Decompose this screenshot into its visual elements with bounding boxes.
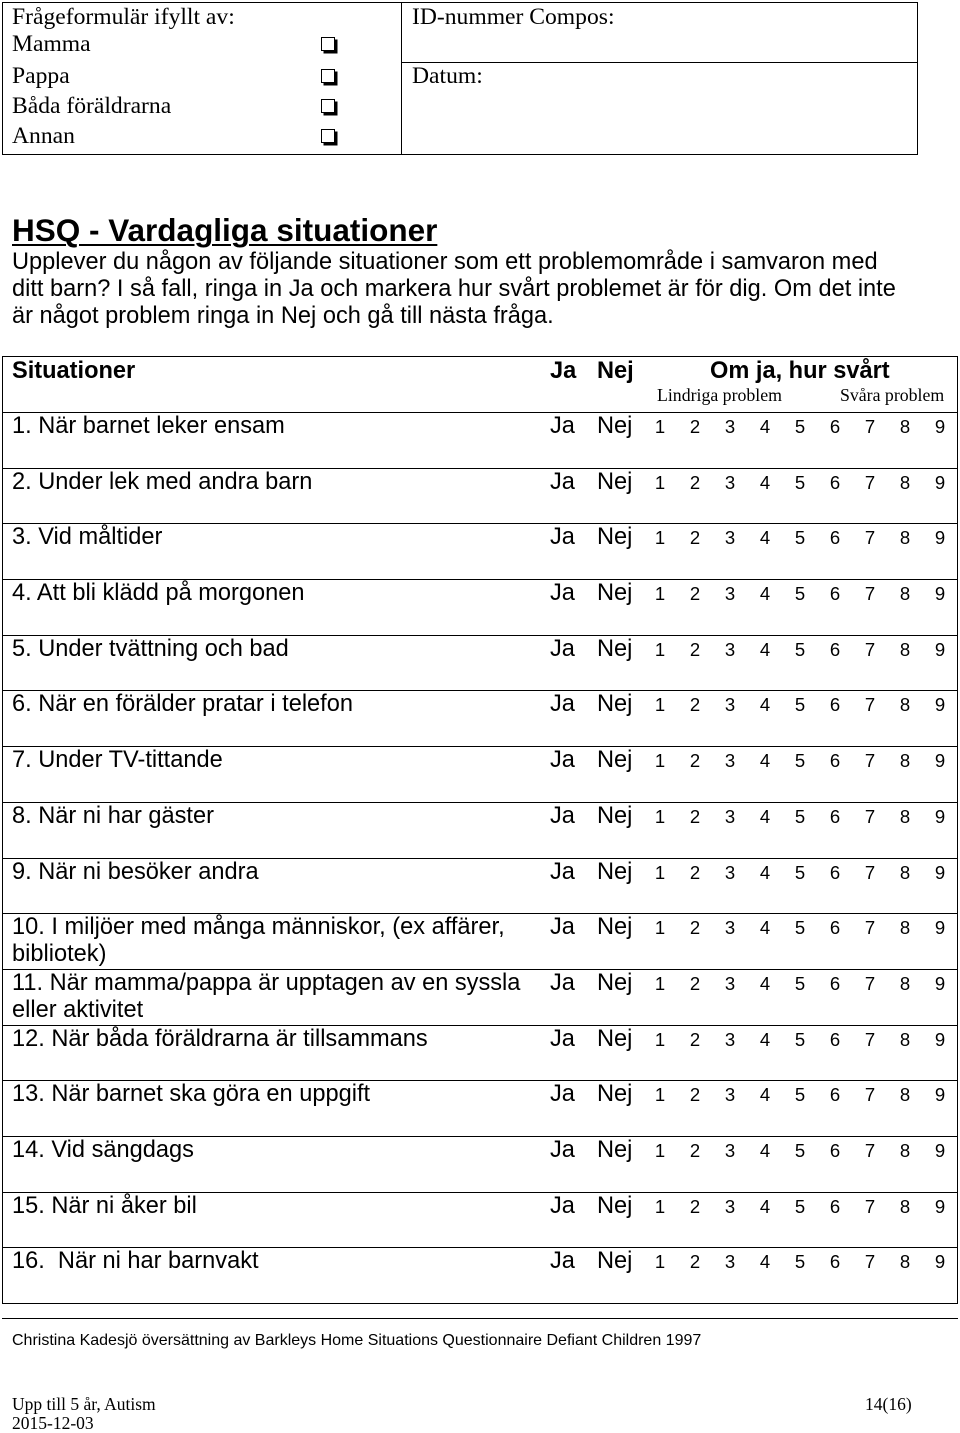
answer-no-option[interactable]: Nej	[597, 691, 633, 718]
severity-option-3[interactable]: 3	[724, 917, 736, 939]
severity-option-4[interactable]: 4	[759, 861, 771, 883]
severity-option-6[interactable]: 6	[829, 972, 841, 994]
severity-option-7[interactable]: 7	[864, 471, 876, 493]
severity-option-3[interactable]: 3	[724, 638, 736, 660]
answer-no-option[interactable]: Nej	[597, 580, 633, 607]
situation-label: 3. Vid måltider	[12, 524, 163, 551]
severity-option-9[interactable]: 9	[934, 861, 946, 883]
severity-option-2[interactable]: 2	[689, 1139, 701, 1161]
severity-option-6[interactable]: 6	[829, 805, 841, 827]
intro-line: ditt barn? I så fall, ringa in Ja och markera hur svårt problemet är för dig. Om det inte	[12, 276, 896, 302]
situation-label: 1. När barnet leker ensam	[12, 413, 285, 439]
severity-option-2[interactable]: 2	[689, 805, 701, 827]
answer-yes-option[interactable]: Ja	[550, 969, 575, 996]
intro-line: Upplever du någon av följande situationer som ett problemområde i samvaron med	[12, 249, 878, 275]
severity-option-2[interactable]: 2	[689, 972, 701, 994]
footer-date: 2015-12-03	[12, 1413, 94, 1433]
credit-line: Christina Kadesjö översättning av Barkleys Home Situations Questionnaire Defiant Children 1997	[12, 1332, 702, 1349]
severity-option-4[interactable]: 4	[759, 1195, 771, 1217]
answer-no-option[interactable]: Nej	[597, 914, 633, 941]
severity-option-3[interactable]: 3	[724, 972, 736, 994]
severity-option-1[interactable]: 1	[654, 1028, 666, 1050]
severity-option-1[interactable]: 1	[654, 972, 666, 994]
severity-option-7[interactable]: 7	[864, 972, 876, 994]
header-severity: Om ja, hur svårt	[710, 358, 890, 384]
checkbox-father[interactable]	[321, 69, 335, 83]
severity-option-8[interactable]: 8	[899, 694, 911, 716]
severity-option-9[interactable]: 9	[934, 917, 946, 939]
severity-option-9[interactable]: 9	[934, 416, 946, 437]
form-title: HSQ - Vardagliga situationer	[12, 212, 438, 248]
severity-option-3[interactable]: 3	[724, 1139, 736, 1161]
answer-no-option[interactable]: Nej	[597, 1248, 633, 1275]
severity-option-9[interactable]: 9	[934, 1139, 946, 1161]
situation-label: 10. I miljöer med många människor, (ex affärer, bibliotek)	[12, 914, 512, 968]
severity-option-5[interactable]: 5	[794, 917, 806, 939]
severity-option-7[interactable]: 7	[864, 1195, 876, 1217]
severity-option-4[interactable]: 4	[759, 638, 771, 660]
severity-option-8[interactable]: 8	[899, 750, 911, 772]
answer-no-option[interactable]: Nej	[597, 858, 633, 885]
severity-option-9[interactable]: 9	[934, 1251, 946, 1273]
severity-option-5[interactable]: 5	[794, 1139, 806, 1161]
severity-option-6[interactable]: 6	[829, 861, 841, 883]
intro-line: är något problem ringa in Nej och gå till nästa fråga.	[12, 303, 554, 329]
situation-row	[3, 746, 957, 802]
severity-option-5[interactable]: 5	[794, 471, 806, 493]
answer-no-option[interactable]: Nej	[597, 468, 633, 495]
situation-row	[3, 413, 957, 468]
severity-option-2[interactable]: 2	[689, 750, 701, 772]
severity-option-8[interactable]: 8	[899, 1195, 911, 1217]
severity-option-8[interactable]: 8	[899, 1028, 911, 1050]
situation-label: 13. När barnet ska göra en uppgift	[12, 1081, 371, 1108]
header-scale-high: Svåra problem	[840, 385, 945, 405]
situation-label: 9. När ni besöker andra	[12, 858, 259, 885]
severity-option-6[interactable]: 6	[829, 694, 841, 716]
situation-label: 12. När båda föräldrarna är tillsammans	[12, 1025, 428, 1052]
severity-option-9[interactable]: 9	[934, 750, 946, 772]
answer-no-option[interactable]: Nej	[597, 524, 633, 551]
severity-option-1[interactable]: 1	[654, 917, 666, 939]
severity-option-2[interactable]: 2	[689, 638, 701, 660]
severity-option-3[interactable]: 3	[724, 1251, 736, 1273]
answer-yes-option[interactable]: Ja	[550, 802, 575, 829]
situation-row	[3, 1247, 957, 1303]
situation-row	[3, 913, 957, 969]
checkbox-both-parents[interactable]	[321, 99, 335, 113]
severity-option-5[interactable]: 5	[794, 861, 806, 883]
severity-option-8[interactable]: 8	[899, 638, 911, 660]
severity-option-9[interactable]: 9	[934, 1084, 946, 1106]
severity-option-5[interactable]: 5	[794, 583, 806, 605]
severity-option-6[interactable]: 6	[829, 1251, 841, 1273]
severity-option-9[interactable]: 9	[934, 638, 946, 660]
severity-option-8[interactable]: 8	[899, 805, 911, 827]
severity-option-8[interactable]: 8	[899, 1139, 911, 1161]
footer-page-number: 14(16)	[865, 1394, 912, 1414]
severity-option-8[interactable]: 8	[899, 583, 911, 605]
table-header	[3, 357, 957, 413]
severity-option-9[interactable]: 9	[934, 1195, 946, 1217]
answer-no-option[interactable]: Nej	[597, 1192, 633, 1219]
severity-option-4[interactable]: 4	[759, 1028, 771, 1050]
answer-yes-option[interactable]: Ja	[550, 1248, 575, 1275]
severity-option-2[interactable]: 2	[689, 694, 701, 716]
answer-no-option[interactable]: Nej	[597, 1081, 633, 1108]
severity-option-2[interactable]: 2	[689, 917, 701, 939]
severity-option-9[interactable]: 9	[934, 527, 946, 549]
severity-option-9[interactable]: 9	[934, 805, 946, 827]
header-no: Nej	[597, 358, 634, 384]
answer-no-option[interactable]: Nej	[597, 1025, 633, 1052]
situation-label: 14. Vid sängdags	[12, 1136, 194, 1163]
situation-label: 2. Under lek med andra barn	[12, 468, 313, 495]
severity-option-2[interactable]: 2	[689, 1084, 701, 1106]
answer-yes-option[interactable]: Ja	[550, 1136, 575, 1163]
answer-yes-option[interactable]: Ja	[550, 413, 575, 439]
severity-option-6[interactable]: 6	[829, 1195, 841, 1217]
severity-option-7[interactable]: 7	[864, 416, 876, 437]
severity-option-4[interactable]: 4	[759, 583, 771, 605]
severity-option-1[interactable]: 1	[654, 805, 666, 827]
severity-option-4[interactable]: 4	[759, 416, 771, 437]
severity-option-3[interactable]: 3	[724, 1195, 736, 1217]
severity-option-2[interactable]: 2	[689, 1195, 701, 1217]
answer-yes-option[interactable]: Ja	[550, 914, 575, 941]
situation-row	[3, 1025, 957, 1081]
severity-option-9[interactable]: 9	[934, 694, 946, 716]
severity-option-6[interactable]: 6	[829, 638, 841, 660]
severity-option-8[interactable]: 8	[899, 416, 911, 437]
severity-option-5[interactable]: 5	[794, 750, 806, 772]
severity-option-1[interactable]: 1	[654, 1195, 666, 1217]
severity-option-4[interactable]: 4	[759, 694, 771, 716]
severity-option-4[interactable]: 4	[759, 917, 771, 939]
severity-option-1[interactable]: 1	[654, 1139, 666, 1161]
severity-option-5[interactable]: 5	[794, 972, 806, 994]
severity-option-9[interactable]: 9	[934, 471, 946, 493]
severity-option-6[interactable]: 6	[829, 917, 841, 939]
respondent-box	[2, 2, 918, 155]
severity-option-7[interactable]: 7	[864, 1251, 876, 1273]
severity-option-6[interactable]: 6	[829, 1084, 841, 1106]
severity-option-3[interactable]: 3	[724, 1028, 736, 1050]
severity-option-7[interactable]: 7	[864, 805, 876, 827]
answer-no-option[interactable]: Nej	[597, 747, 633, 774]
severity-option-1[interactable]: 1	[654, 861, 666, 883]
severity-option-7[interactable]: 7	[864, 1084, 876, 1106]
respondent-option-father	[3, 63, 401, 90]
situation-row	[3, 635, 957, 691]
situation-row	[3, 802, 957, 858]
severity-option-4[interactable]: 4	[759, 471, 771, 493]
severity-option-1[interactable]: 1	[654, 750, 666, 772]
severity-option-1[interactable]: 1	[654, 1084, 666, 1106]
situation-row	[3, 579, 957, 635]
severity-option-3[interactable]: 3	[724, 583, 736, 605]
answer-yes-option[interactable]: Ja	[550, 1192, 575, 1219]
situation-row	[3, 969, 957, 1025]
severity-option-1[interactable]: 1	[654, 638, 666, 660]
severity-option-5[interactable]: 5	[794, 1195, 806, 1217]
severity-option-5[interactable]: 5	[794, 1251, 806, 1273]
respondent-option-label: Båda föräldrarna	[12, 93, 172, 119]
answer-yes-option[interactable]: Ja	[550, 1025, 575, 1052]
severity-option-8[interactable]: 8	[899, 527, 911, 549]
checkbox-other[interactable]	[321, 129, 335, 143]
severity-option-2[interactable]: 2	[689, 1028, 701, 1050]
answer-no-option[interactable]: Nej	[597, 413, 633, 439]
severity-option-1[interactable]: 1	[654, 527, 666, 549]
severity-option-7[interactable]: 7	[864, 917, 876, 939]
severity-option-3[interactable]: 3	[724, 416, 736, 437]
severity-option-6[interactable]: 6	[829, 1028, 841, 1050]
table-body	[3, 413, 957, 1303]
severity-option-6[interactable]: 6	[829, 750, 841, 772]
severity-option-3[interactable]: 3	[724, 750, 736, 772]
severity-option-1[interactable]: 1	[654, 1251, 666, 1273]
situation-row	[3, 690, 957, 746]
severity-option-3[interactable]: 3	[724, 694, 736, 716]
checkbox-mother[interactable]	[321, 37, 335, 51]
severity-option-2[interactable]: 2	[689, 583, 701, 605]
severity-option-2[interactable]: 2	[689, 527, 701, 549]
severity-option-4[interactable]: 4	[759, 1251, 771, 1273]
answer-yes-option[interactable]: Ja	[550, 691, 575, 718]
severity-option-8[interactable]: 8	[899, 972, 911, 994]
severity-option-8[interactable]: 8	[899, 861, 911, 883]
answer-no-option[interactable]: Nej	[597, 635, 633, 662]
severity-option-5[interactable]: 5	[794, 638, 806, 660]
situation-label: 6. När en förälder pratar i telefon	[12, 691, 353, 718]
severity-option-7[interactable]: 7	[864, 1139, 876, 1161]
credit-divider	[2, 1318, 958, 1319]
severity-option-5[interactable]: 5	[794, 527, 806, 549]
severity-option-3[interactable]: 3	[724, 861, 736, 883]
footer-doc-label: Upp till 5 år, Autism	[12, 1394, 156, 1414]
severity-option-5[interactable]: 5	[794, 805, 806, 827]
severity-option-5[interactable]: 5	[794, 694, 806, 716]
header-situations: Situationer	[12, 358, 136, 384]
id-number-label: ID-nummer Compos:	[412, 4, 615, 30]
severity-option-8[interactable]: 8	[899, 471, 911, 493]
respondent-option-mother	[3, 31, 401, 58]
severity-option-4[interactable]: 4	[759, 1084, 771, 1106]
situation-label: 4. Att bli klädd på morgonen	[12, 580, 305, 607]
severity-option-5[interactable]: 5	[794, 1084, 806, 1106]
severity-option-6[interactable]: 6	[829, 527, 841, 549]
severity-option-3[interactable]: 3	[724, 471, 736, 493]
situation-label: 16. När ni har barnvakt	[12, 1248, 259, 1275]
situation-row	[3, 523, 957, 579]
severity-option-2[interactable]: 2	[689, 1251, 701, 1273]
severity-option-2[interactable]: 2	[689, 471, 701, 493]
answer-no-option[interactable]: Nej	[597, 1136, 633, 1163]
severity-option-2[interactable]: 2	[689, 861, 701, 883]
situation-row	[3, 1192, 957, 1248]
situation-label: 8. När ni har gäster	[12, 802, 214, 829]
situation-label: 7. Under TV-tittande	[12, 747, 223, 774]
situation-row	[3, 468, 957, 524]
situations-table	[2, 356, 958, 1304]
intro-text	[12, 249, 896, 330]
answer-yes-option[interactable]: Ja	[550, 747, 575, 774]
severity-option-2[interactable]: 2	[689, 416, 701, 437]
severity-option-7[interactable]: 7	[864, 638, 876, 660]
situation-label: 15. När ni åker bil	[12, 1192, 197, 1219]
answer-yes-option[interactable]: Ja	[550, 635, 575, 662]
severity-option-8[interactable]: 8	[899, 1251, 911, 1273]
severity-option-5[interactable]: 5	[794, 416, 806, 437]
answer-yes-option[interactable]: Ja	[550, 1081, 575, 1108]
severity-option-3[interactable]: 3	[724, 805, 736, 827]
header-scale-low: Lindriga problem	[657, 385, 782, 405]
severity-option-9[interactable]: 9	[934, 583, 946, 605]
severity-option-6[interactable]: 6	[829, 583, 841, 605]
severity-option-7[interactable]: 7	[864, 583, 876, 605]
severity-option-1[interactable]: 1	[654, 471, 666, 493]
situation-row	[3, 858, 957, 914]
severity-option-4[interactable]: 4	[759, 750, 771, 772]
header-yes: Ja	[550, 358, 577, 384]
severity-option-7[interactable]: 7	[864, 527, 876, 549]
respondent-option-label: Annan	[12, 123, 75, 149]
severity-option-1[interactable]: 1	[654, 583, 666, 605]
severity-option-5[interactable]: 5	[794, 1028, 806, 1050]
answer-yes-option[interactable]: Ja	[550, 468, 575, 495]
severity-option-1[interactable]: 1	[654, 416, 666, 437]
severity-option-8[interactable]: 8	[899, 1084, 911, 1106]
severity-option-7[interactable]: 7	[864, 1028, 876, 1050]
severity-option-4[interactable]: 4	[759, 805, 771, 827]
situation-label: 5. Under tvättning och bad	[12, 635, 289, 662]
severity-option-7[interactable]: 7	[864, 694, 876, 716]
severity-option-3[interactable]: 3	[724, 1084, 736, 1106]
filled-by-label: Frågeformulär ifyllt av:	[12, 4, 235, 30]
situation-row	[3, 1136, 957, 1192]
situation-row	[3, 1080, 957, 1136]
date-label: Datum:	[412, 63, 483, 89]
severity-option-9[interactable]: 9	[934, 1028, 946, 1050]
severity-option-7[interactable]: 7	[864, 750, 876, 772]
answer-no-option[interactable]: Nej	[597, 969, 633, 996]
answer-yes-option[interactable]: Ja	[550, 580, 575, 607]
respondent-option-label: Mamma	[12, 31, 91, 57]
answer-yes-option[interactable]: Ja	[550, 858, 575, 885]
severity-option-3[interactable]: 3	[724, 527, 736, 549]
severity-option-4[interactable]: 4	[759, 527, 771, 549]
severity-option-9[interactable]: 9	[934, 972, 946, 994]
severity-option-4[interactable]: 4	[759, 1139, 771, 1161]
column-divider	[401, 3, 402, 154]
severity-option-6[interactable]: 6	[829, 416, 841, 437]
respondent-option-other	[3, 123, 401, 150]
severity-option-1[interactable]: 1	[654, 694, 666, 716]
severity-option-8[interactable]: 8	[899, 917, 911, 939]
severity-option-6[interactable]: 6	[829, 1139, 841, 1161]
severity-option-7[interactable]: 7	[864, 861, 876, 883]
answer-yes-option[interactable]: Ja	[550, 524, 575, 551]
respondent-option-both-parents	[3, 93, 401, 120]
severity-option-6[interactable]: 6	[829, 471, 841, 493]
respondent-option-label: Pappa	[12, 63, 70, 89]
answer-no-option[interactable]: Nej	[597, 802, 633, 829]
situation-label: 11. När mamma/pappa är upptagen av en syssla eller aktivitet	[12, 969, 527, 1023]
severity-option-4[interactable]: 4	[759, 972, 771, 994]
